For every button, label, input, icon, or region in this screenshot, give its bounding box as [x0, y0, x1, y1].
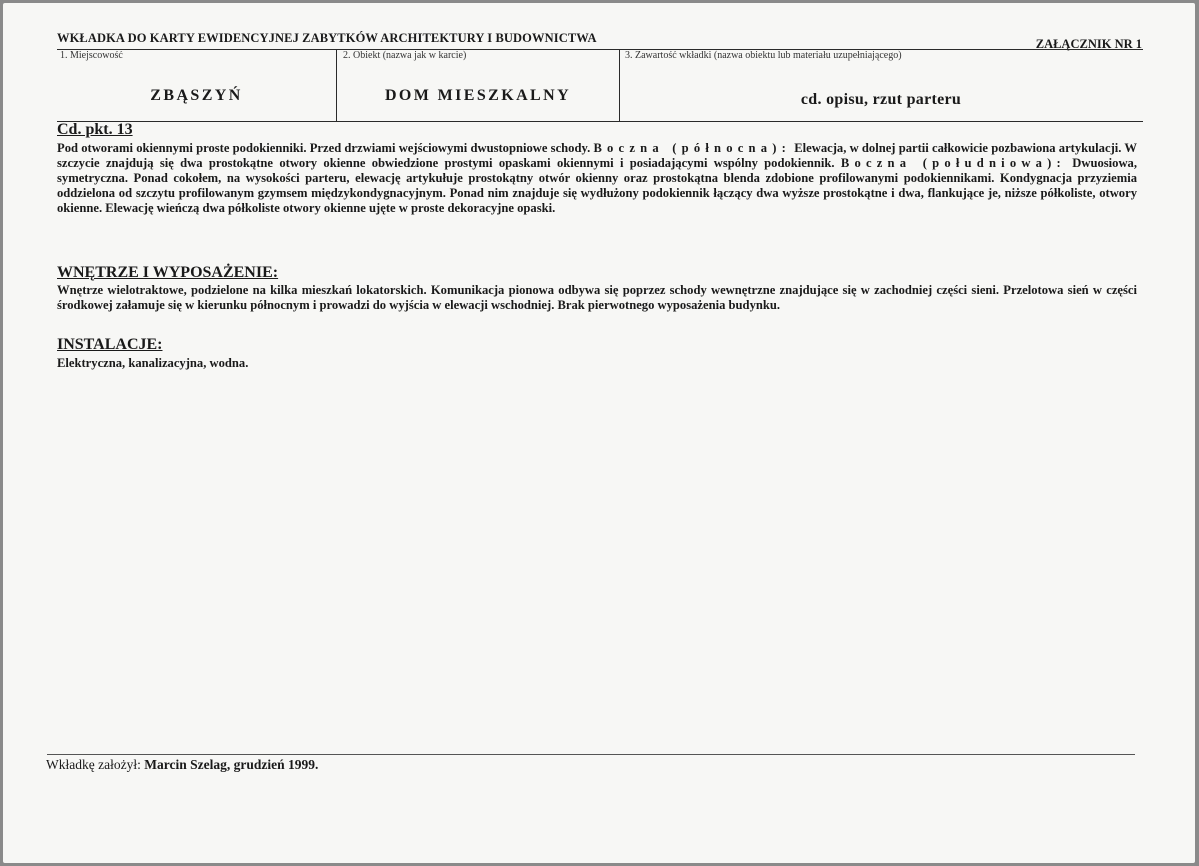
section-heading-installations: INSTALACJE:: [57, 336, 163, 353]
annex-label: ZAŁĄCZNIK NR 1: [1035, 37, 1142, 51]
text-run: Dwuosiowa, symetryczna. Ponad cokołem, na wysokości parteru, elewację artykułuje prostokątny otwór okienny oraz prostokątna blenda zdobione profilowanymi podokiennikami. Kondygnacja przyziemia oddzielona od szczytu profilowanym gzymsem międzykondygnacyjnym. Ponad nim znajduje się wydłużony podokiennik łączący dwa wyższe prostokątne i dwa, flankujące je, niższe półkoliste, otwory okienne. Elewację wieńczą dwa półkoliste otwory okienne ujęte w proste dekoracyjne opaski.: [57, 156, 1137, 215]
section-heading-interior: WNĘTRZE I WYPOSAŻENIE:: [57, 264, 279, 281]
header-top-rule: [57, 49, 1143, 50]
footer-label: Wkładkę założył:: [46, 757, 141, 772]
section-text-interior: Wnętrze wielotraktowe, podzielone na kilka mieszkań lokatorskich. Komunikacja pionowa odbywa się poprzez schody wewnętrzne znajdujące się w zachodniej części sieni. Przelotowa sień w części środkowej załamuje się w kierunku północnym i prowadzi do wyjścia w elewacji wschodniej. Brak pierwotnego wyposażenia budynku.: [57, 283, 1137, 312]
field-locality-label: 1. Miejscowość: [60, 50, 123, 61]
footer: [46, 757, 318, 773]
footer-rule: [47, 754, 1135, 755]
field-divider-1: [336, 49, 337, 121]
header-bottom-rule: [57, 121, 1143, 122]
section-text-continued: [57, 141, 1137, 216]
section-text-installations: Elektryczna, kanalizacyjna, wodna.: [57, 356, 249, 370]
field-locality-value: ZBĄSZYŃ: [150, 87, 243, 104]
text-run: Pod otworami okiennymi proste podokienniki. Przed drzwiami wejściowymi dwustopniowe schody.: [57, 141, 594, 155]
form-title: WKŁADKA DO KARTY EWIDENCYJNEJ ZABYTKÓW ARCHITEKTURY I BUDOWNICTWA: [57, 31, 597, 45]
text-run-spaced: Boczna (północna):: [593, 141, 792, 155]
field-object-label: 2. Obiekt (nazwa jak w karcie): [343, 50, 467, 61]
field-contents-label: 3. Zawartość wkładki (nazwa obiektu lub materiału uzupełniającego): [625, 50, 902, 61]
record-card: [3, 3, 1195, 863]
field-divider-2: [619, 49, 620, 121]
text-run: Elewacja, w dolnej partii całkowicie pozbawiona artykulacji. W szczycie znajdują się dwa prostokątne otwory okienne obwiedzione prostymi opaskami okiennymi i posiadającymi wspólny podokiennik.: [57, 141, 1137, 170]
footer-author: Marcin Szelag, grudzień 1999.: [144, 757, 319, 772]
field-object-value: DOM MIESZKALNY: [384, 87, 572, 104]
field-contents-value: cd. opisu, rzut parteru: [800, 91, 962, 108]
text-run-spaced: Boczna (południowa):: [840, 156, 1066, 170]
section-heading-continued: Cd. pkt. 13: [57, 121, 133, 138]
